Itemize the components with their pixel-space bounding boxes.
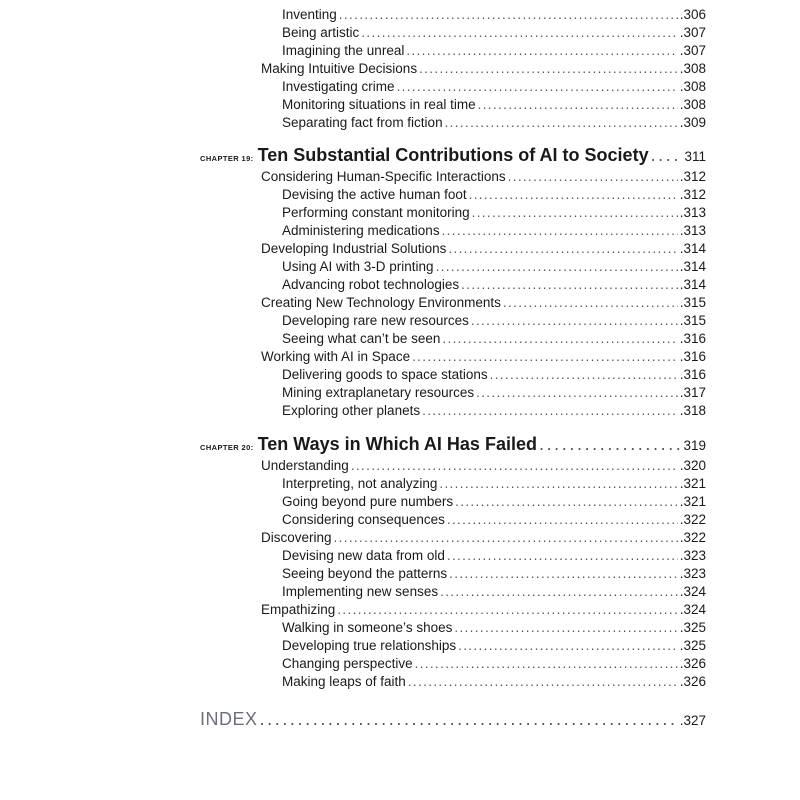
toc-entry-page: .314 (679, 241, 706, 256)
chapter-title: Ten Substantial Contributions of AI to Society (257, 145, 649, 165)
toc-entry-page: .313 (679, 205, 706, 220)
toc-entry[interactable] (282, 619, 706, 637)
dot-leader (503, 294, 678, 312)
toc-entry-title: Empathizing (261, 602, 336, 617)
toc-entry-page: .324 (679, 602, 706, 617)
toc-entry[interactable] (282, 96, 706, 114)
toc-entry-title: Considering Human-Specific Interactions (261, 169, 506, 184)
toc-entry-title: Inventing (282, 7, 337, 22)
toc-entry-page: .309 (679, 115, 706, 130)
toc-entry-title: Seeing what can’t be seen (282, 331, 441, 346)
chapter-page: 319 (683, 438, 706, 453)
toc-entry-page: .321 (679, 494, 706, 509)
toc-entry-title: Delivering goods to space stations (282, 367, 488, 382)
toc-entry-page: .306 (679, 7, 706, 22)
index-page: .327 (679, 713, 706, 728)
index-entry[interactable] (200, 707, 706, 733)
dot-leader (471, 312, 678, 330)
toc-entry-page: .321 (679, 476, 706, 491)
dot-leader (449, 565, 678, 583)
toc-entry-page: .314 (679, 259, 706, 274)
toc-entry-title: Devising the active human foot (282, 187, 467, 202)
toc-entry[interactable] (282, 637, 706, 655)
toc-entry-title: Mining extraplanetary resources (282, 385, 475, 400)
toc-entry-title: Developing rare new resources (282, 313, 469, 328)
toc-entry[interactable] (261, 601, 706, 619)
toc-entry[interactable] (282, 384, 706, 402)
toc-entry-title: Imagining the unreal (282, 43, 405, 58)
toc-entry[interactable] (282, 366, 706, 384)
dot-leader (447, 547, 678, 565)
toc-entry-page: .325 (679, 638, 706, 653)
dot-leader (334, 529, 678, 547)
toc-entry[interactable] (282, 186, 706, 204)
toc-entry-title: Implementing new senses (282, 584, 439, 599)
dot-leader (476, 384, 678, 402)
toc-entry-title: Developing Industrial Solutions (261, 241, 447, 256)
dot-leader (439, 475, 677, 493)
toc-entry-title: Devising new data from old (282, 548, 445, 563)
toc-entry[interactable] (282, 222, 706, 240)
toc-entry-title: Changing perspective (282, 656, 413, 671)
toc-entry-page: .313 (679, 223, 706, 238)
toc-entry-page: .326 (679, 674, 706, 689)
toc-entry[interactable] (282, 330, 706, 348)
toc-entry-page: .322 (679, 512, 706, 527)
toc-entry-title: Seeing beyond the patterns (282, 566, 448, 581)
toc-entry-page: .308 (679, 61, 706, 76)
toc-entry-title: Developing true relationships (282, 638, 457, 653)
toc-entry-page: .308 (679, 79, 706, 94)
toc-entry[interactable] (282, 276, 706, 294)
toc-entry-title: Performing constant monitoring (282, 205, 470, 220)
toc-entry-page: .315 (679, 295, 706, 310)
toc-entry[interactable] (282, 583, 706, 601)
toc-entry[interactable] (282, 42, 706, 60)
chapter-title: Ten Ways in Which AI Has Failed (257, 434, 537, 454)
chapter-heading[interactable] (200, 143, 706, 171)
toc-entry-title: Making Intuitive Decisions (261, 61, 418, 76)
toc-entry-title: Creating New Technology Environments (261, 295, 501, 310)
toc-entry-page: .312 (679, 187, 706, 202)
chapter-heading[interactable] (200, 432, 706, 460)
dot-leader (651, 143, 683, 167)
toc-entry[interactable] (282, 78, 706, 96)
toc-entry[interactable] (282, 6, 706, 24)
toc-entry-title: Discovering (261, 530, 332, 545)
toc-entry-page: .318 (679, 403, 706, 418)
dot-leader (260, 707, 678, 731)
toc-entry-title: Understanding (261, 458, 349, 473)
toc-entry-page: .314 (679, 277, 706, 292)
dot-leader (539, 432, 682, 456)
dot-leader (337, 601, 677, 619)
dot-leader (478, 96, 678, 114)
toc-entry[interactable] (282, 493, 706, 511)
toc-entry[interactable] (282, 24, 706, 42)
toc-entry[interactable] (282, 114, 706, 132)
toc-entry-page: .312 (679, 169, 706, 184)
index-title: INDEX (200, 709, 258, 729)
toc-entry-title: Being artistic (282, 25, 360, 40)
toc-entry[interactable] (282, 258, 706, 276)
toc-entry-page: .316 (679, 349, 706, 364)
toc-entry-title: Separating fact from fiction (282, 115, 443, 130)
toc-entry-title: Considering consequences (282, 512, 445, 527)
dot-leader (442, 222, 678, 240)
dot-leader (469, 186, 678, 204)
dot-leader (448, 240, 677, 258)
dot-leader (412, 348, 678, 366)
toc-entry-title: Making leaps of faith (282, 674, 406, 689)
toc-entry[interactable] (282, 673, 706, 691)
dot-leader (436, 258, 678, 276)
toc-entry[interactable] (282, 402, 706, 420)
toc-entry[interactable] (261, 294, 706, 312)
toc-entry-page: .308 (679, 97, 706, 112)
toc-entry-title: Going beyond pure numbers (282, 494, 454, 509)
dot-leader (490, 366, 678, 384)
toc-entry[interactable] (261, 168, 706, 186)
dot-leader (339, 6, 678, 24)
toc-entry-page: .315 (679, 313, 706, 328)
dot-leader (455, 493, 678, 511)
toc-entry[interactable] (282, 655, 706, 673)
toc-entry-page: .325 (679, 620, 706, 635)
toc-entry[interactable] (261, 348, 706, 366)
toc-entry-page: .307 (679, 43, 706, 58)
dot-leader (397, 78, 678, 96)
chapter-label: CHAPTER 19: (200, 154, 254, 163)
toc-entry-page: .317 (679, 385, 706, 400)
toc-entry-page: .316 (679, 331, 706, 346)
dot-leader (408, 673, 678, 691)
dot-leader (422, 402, 678, 420)
dot-leader (440, 583, 678, 601)
toc-entry-title: Administering medications (282, 223, 440, 238)
toc-entry-title: Investigating crime (282, 79, 395, 94)
toc-entry-title: Working with AI in Space (261, 349, 411, 364)
dot-leader (442, 330, 677, 348)
toc-entry-title: Interpreting, not analyzing (282, 476, 438, 491)
dot-leader (461, 276, 678, 294)
chapter-page: 311 (684, 149, 706, 164)
toc-entry-page: .307 (679, 25, 706, 40)
toc-entry-page: .326 (679, 656, 706, 671)
toc-entry[interactable] (282, 204, 706, 222)
dot-leader (406, 42, 677, 60)
toc-entry-page: .320 (679, 458, 706, 473)
toc-entry[interactable] (282, 547, 706, 565)
dot-leader (445, 114, 678, 132)
toc-entry[interactable] (282, 511, 706, 529)
toc-entry-page: .316 (679, 367, 706, 382)
toc-entry-page: .323 (679, 566, 706, 581)
toc-entry[interactable] (261, 60, 706, 78)
dot-leader (415, 655, 678, 673)
dot-leader (472, 204, 678, 222)
dot-leader (458, 637, 678, 655)
toc-entry-title: Walking in someone’s shoes (282, 620, 453, 635)
toc-entry[interactable] (261, 457, 706, 475)
toc-entry-page: .323 (679, 548, 706, 563)
toc-entry-title: Monitoring situations in real time (282, 97, 476, 112)
dot-leader (419, 60, 678, 78)
toc-entry-title: Using AI with 3-D printing (282, 259, 434, 274)
toc-entry[interactable] (282, 565, 706, 583)
toc-entry[interactable] (282, 312, 706, 330)
dot-leader (361, 24, 677, 42)
dot-leader (351, 457, 678, 475)
dot-leader (447, 511, 678, 529)
toc-entry-page: .324 (679, 584, 706, 599)
chapter-label: CHAPTER 20: (200, 443, 254, 452)
dot-leader (508, 168, 678, 186)
toc-entry[interactable] (261, 240, 706, 258)
toc-entry-page: .322 (679, 530, 706, 545)
toc-entry[interactable] (282, 475, 706, 493)
toc-entry-title: Exploring other planets (282, 403, 421, 418)
toc-entry[interactable] (261, 529, 706, 547)
dot-leader (454, 619, 677, 637)
toc-entry-title: Advancing robot technologies (282, 277, 460, 292)
